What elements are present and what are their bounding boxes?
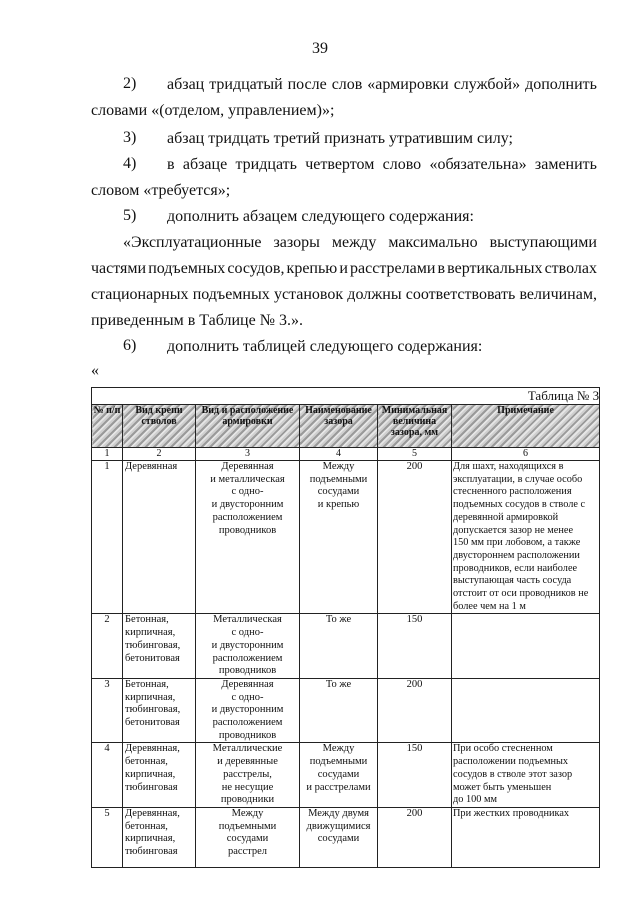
item-5-number: 5) xyxy=(123,207,137,224)
lining-type: Деревянная xyxy=(123,461,196,614)
reinforcement: Металлическая с одно- и двусторонним расположением проводников xyxy=(196,614,300,679)
gaps-table xyxy=(91,387,600,868)
item-4-number: 4) xyxy=(123,155,137,172)
gap-name: Между подъемными сосудами и крепью xyxy=(300,461,378,614)
word: вертикальных xyxy=(447,260,543,277)
word: частями xyxy=(91,260,147,277)
min-gap: 200 xyxy=(378,461,452,614)
min-gap: 200 xyxy=(378,807,452,867)
word: четвертом xyxy=(305,156,375,173)
word: дополнить xyxy=(525,76,597,93)
word: расстрелами xyxy=(350,260,436,277)
reinforcement: Деревянная с одно- и двусторонним расположением проводников xyxy=(196,678,300,743)
min-gap: 150 xyxy=(378,614,452,679)
reinforcement: Деревянная и металлическая с одно- и двусторонним расположением проводников xyxy=(196,461,300,614)
table-row xyxy=(92,614,600,679)
column-index: 3 xyxy=(196,448,300,461)
header-reinforcement: Вид и расположение армировки xyxy=(196,405,300,448)
lining-type: Деревянная, бетонная, кирпичная, тюбинговая xyxy=(123,807,196,867)
reinforcement: Металлические и деревянные расстрелы, не несущие проводники xyxy=(196,743,300,808)
column-index: 4 xyxy=(300,448,378,461)
item-2-line-1 xyxy=(167,75,597,95)
table-row xyxy=(92,807,600,867)
word: соответствовать xyxy=(405,286,516,303)
word: абзаце xyxy=(182,156,228,173)
row-number: 3 xyxy=(92,678,123,743)
word: после xyxy=(287,76,327,93)
word: сосудов, xyxy=(227,260,285,277)
column-index: 1 xyxy=(92,448,123,461)
item-4-line-2: словом «требуется»; xyxy=(91,182,231,199)
lining-type: Бетонная, кирпичная, тюбинговая, бетонитовая xyxy=(123,678,196,743)
word: службой» xyxy=(453,76,521,93)
item-3-number: 3) xyxy=(123,129,137,146)
min-gap: 200 xyxy=(378,678,452,743)
word: слово xyxy=(382,156,422,173)
word: крепью xyxy=(286,260,338,277)
gap-name: То же xyxy=(300,678,378,743)
note xyxy=(452,678,600,743)
quote-line-1 xyxy=(123,233,597,253)
header-gap-name: Наименование зазора xyxy=(300,405,378,448)
column-index: 2 xyxy=(123,448,196,461)
gap-name: Между двумя движущимися сосудами xyxy=(300,807,378,867)
word: слов xyxy=(331,76,363,93)
word: «обязательна» xyxy=(429,156,527,173)
row-number: 4 xyxy=(92,743,123,808)
quote-line-4: приведенным в Таблице № 3.». xyxy=(91,312,303,329)
table-row xyxy=(92,743,600,808)
note: Для шахт, находящихся в эксплуатации, в случае особо стесненного расположения подъемных сосудов в стволе с деревянной армировкой допускается зазор не менее 150 мм при лобовом, а также двустороннем расположении проводников, если наиболее выступающая часть сосуда отстоит от оси проводников не более чем на 1 м xyxy=(452,461,600,614)
table-row xyxy=(92,461,600,614)
item-6-number: 6) xyxy=(123,337,137,354)
row-number: 5 xyxy=(92,807,123,867)
lining-type: Бетонная, кирпичная, тюбинговая, бетонитовая xyxy=(123,614,196,679)
word: абзац xyxy=(167,76,205,93)
item-4-line-1 xyxy=(167,155,597,175)
word: стволах xyxy=(544,260,597,277)
word: величинам, xyxy=(519,286,597,303)
word: тридцать xyxy=(235,156,297,173)
item-2-line-2: словами «(отделом, управлением)»; xyxy=(91,102,335,119)
word: «армировки xyxy=(367,76,449,93)
word: «Эксплуатационные xyxy=(123,234,262,251)
word: выступающими xyxy=(489,234,597,251)
quote-line-3 xyxy=(91,285,597,305)
word: установок xyxy=(273,286,344,303)
gap-name: Между подъемными сосудами и расстрелами xyxy=(300,743,378,808)
reinforcement: Между подъемными сосудами расстрел xyxy=(196,807,300,867)
header-number: № п/п xyxy=(92,405,123,448)
table-header-row xyxy=(92,405,600,448)
table-caption-row xyxy=(92,388,600,405)
word: зазоры xyxy=(273,234,320,251)
word: стационарных xyxy=(91,286,189,303)
quote-line-2 xyxy=(91,259,597,279)
item-2-number: 2) xyxy=(123,75,137,92)
header-note: Примечание xyxy=(452,405,600,448)
word: в xyxy=(437,260,446,277)
word: максимально xyxy=(388,234,478,251)
note xyxy=(452,614,600,679)
lining-type: Деревянная, бетонная, кирпичная, тюбинговая xyxy=(123,743,196,808)
word: тридцатый xyxy=(209,76,283,93)
page-number: 39 xyxy=(312,40,328,57)
opening-quote-mark: « xyxy=(91,362,99,379)
word: в xyxy=(167,156,175,173)
row-number: 2 xyxy=(92,614,123,679)
header-min-gap: Минимальная величина зазора, мм xyxy=(378,405,452,448)
column-index: 5 xyxy=(378,448,452,461)
table-column-index-row xyxy=(92,448,600,461)
item-3-text: абзац тридцать третий признать утратившим силу; xyxy=(167,130,513,147)
word: подъемных xyxy=(192,286,270,303)
gap-name: То же xyxy=(300,614,378,679)
word: между xyxy=(331,234,377,251)
note: При жестких проводниках xyxy=(452,807,600,867)
item-6-text: дополнить таблицей следующего содержания: xyxy=(167,338,483,355)
word: заменить xyxy=(534,156,597,173)
word: подъемных xyxy=(148,260,226,277)
header-lining-type: Вид крепи стволов xyxy=(123,405,196,448)
table-row xyxy=(92,678,600,743)
table-caption: Таблица № 3 xyxy=(92,388,600,405)
min-gap: 150 xyxy=(378,743,452,808)
column-index: 6 xyxy=(452,448,600,461)
item-5-text: дополнить абзацем следующего содержания: xyxy=(167,208,474,225)
word: должны xyxy=(347,286,402,303)
row-number: 1 xyxy=(92,461,123,614)
note: При особо стесненном расположении подъемных сосудов в стволе этот зазор может быть уменьшен до 100 мм xyxy=(452,743,600,808)
word: и xyxy=(339,260,348,277)
